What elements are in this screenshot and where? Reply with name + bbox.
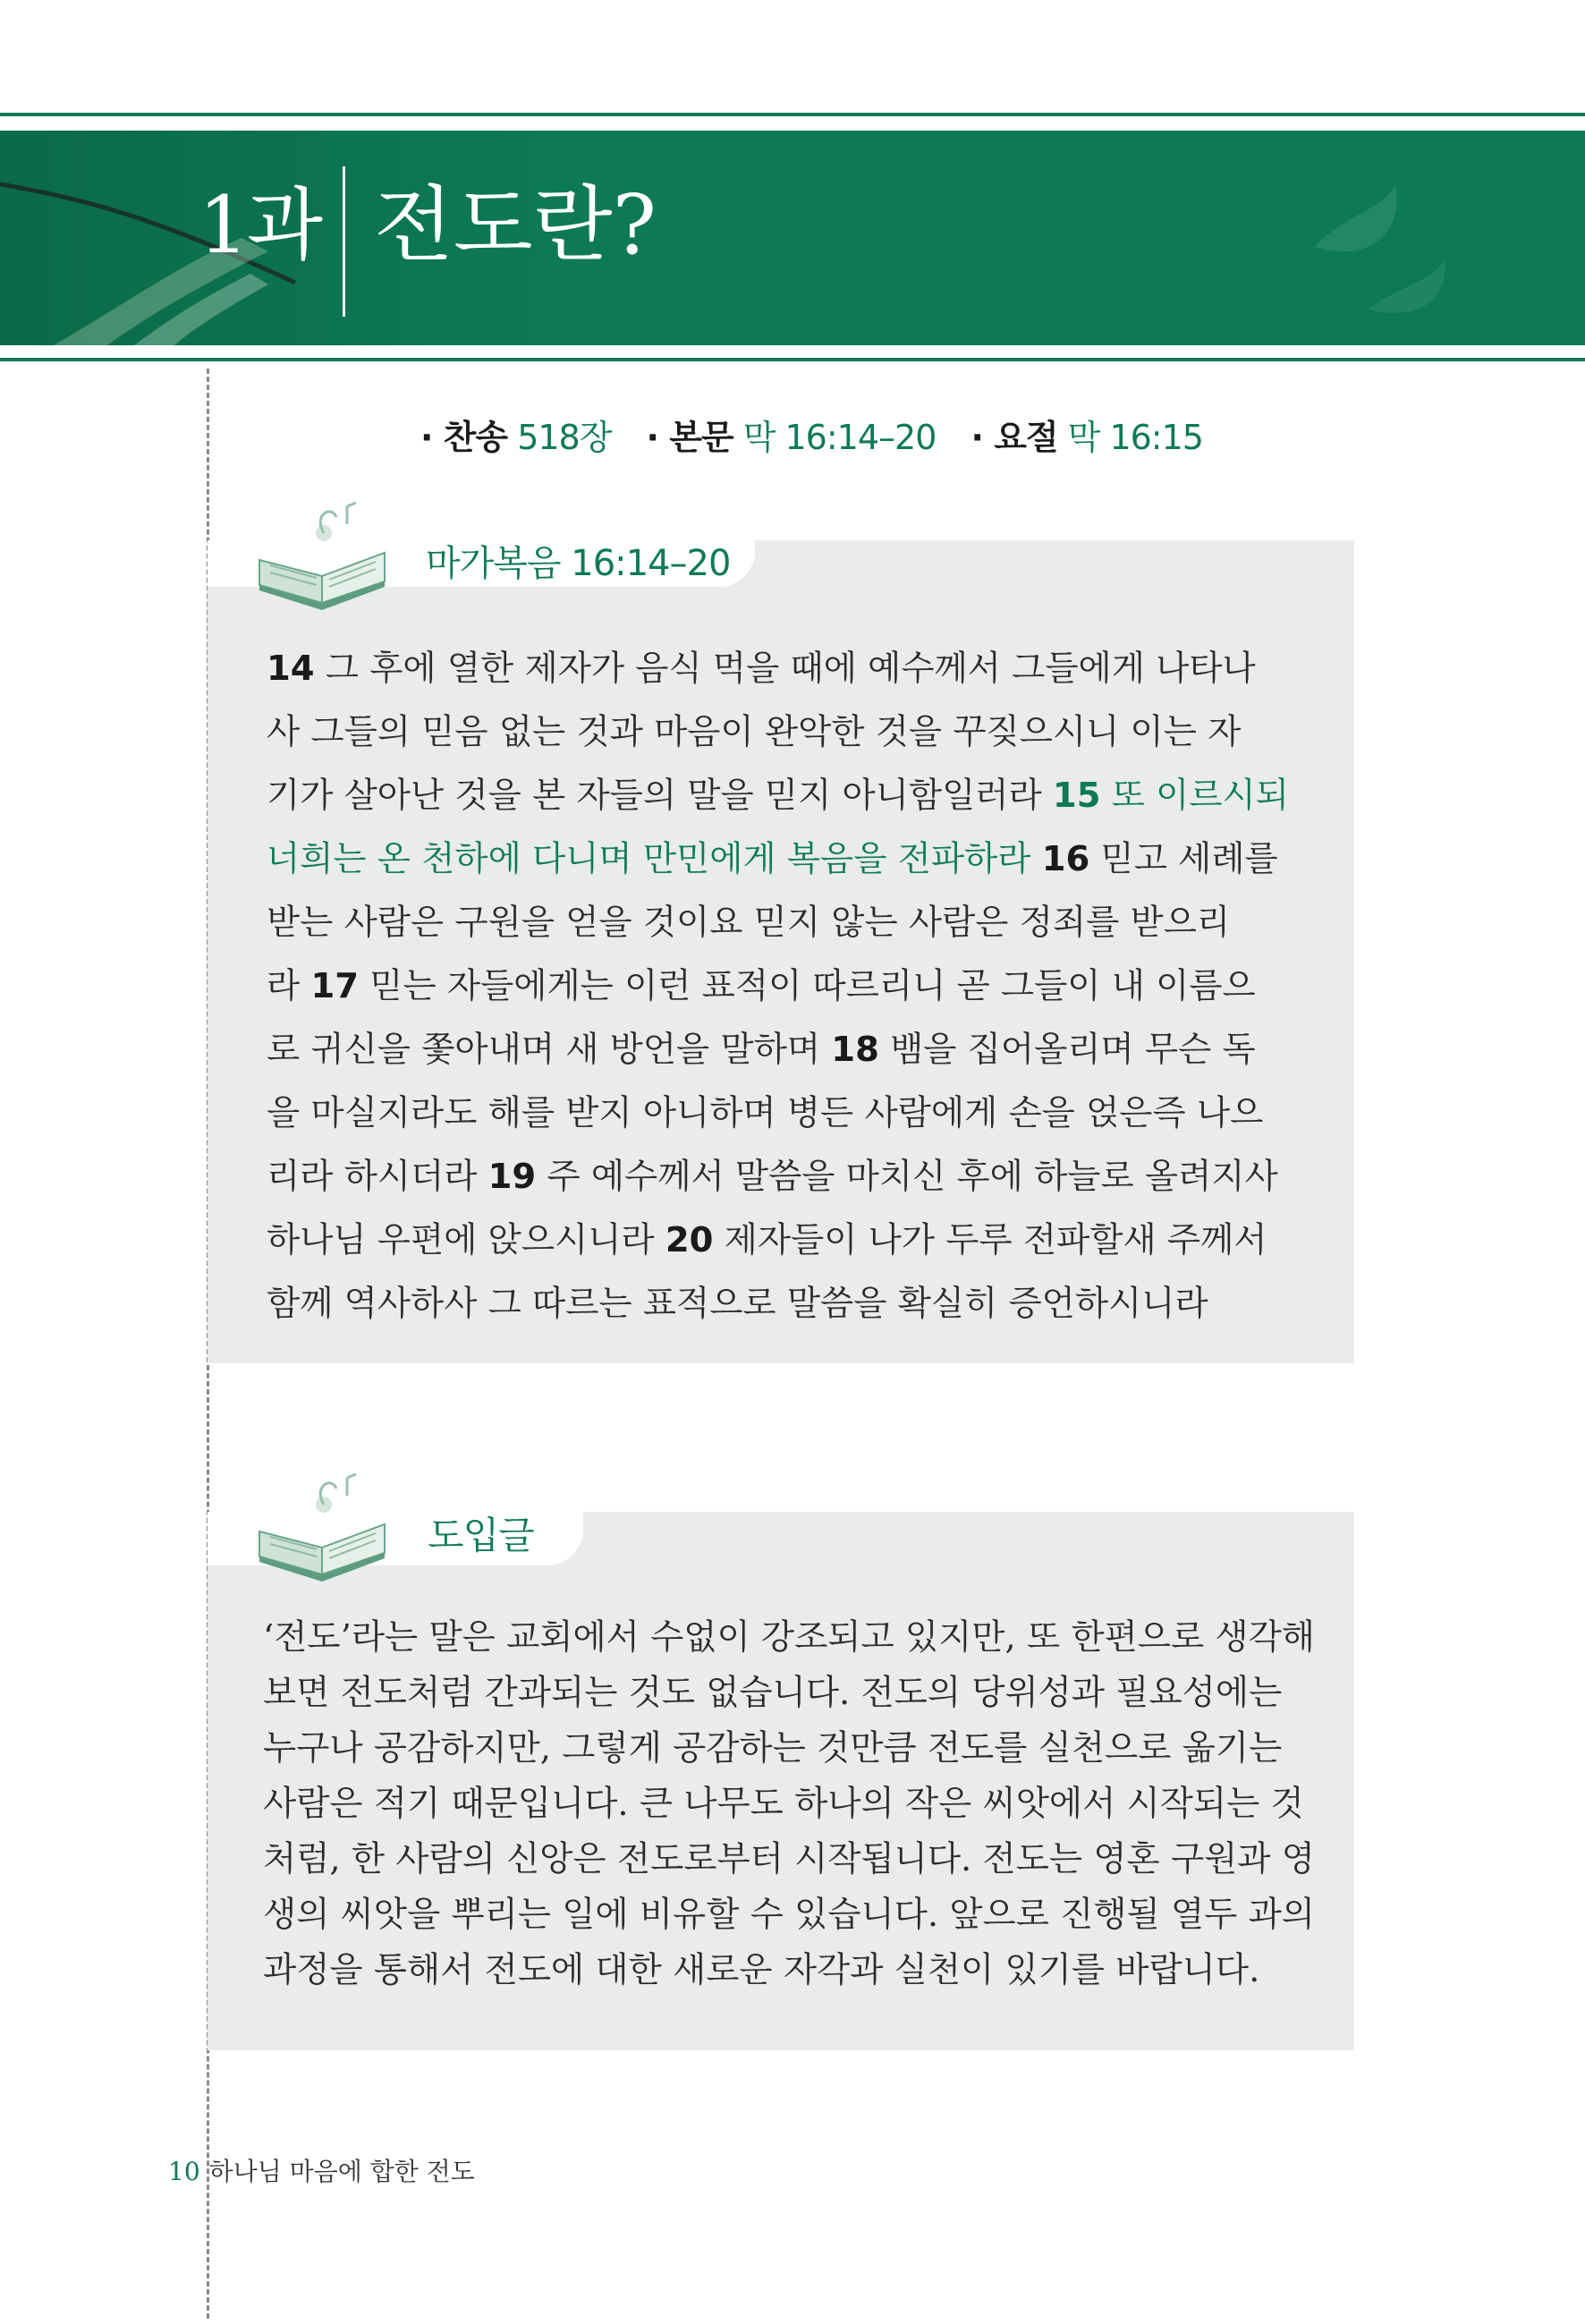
verse-text: 을 마실지라도 해를 받지 아니하며 병든 사람에게 손을 얹은즉 나으 <box>267 1093 1264 1133</box>
verse-text: 그 후에 열한 제자가 음식 먹을 때에 예수께서 그들에게 나타나 <box>314 649 1256 689</box>
verse-text: 하나님 우편에 앉으시니라 <box>267 1220 665 1260</box>
verse-number: 20 <box>665 1220 714 1260</box>
lesson-number: 1과 <box>199 179 321 271</box>
scripture-title: 마가복음 16:14–20 <box>426 543 731 584</box>
verse-text <box>1030 839 1041 879</box>
scripture-line <box>267 1145 1322 1209</box>
text-label: · 본문 <box>646 418 733 457</box>
verse-text: 뱀을 집어올리며 무슨 독 <box>878 1030 1256 1070</box>
verse-number: 15 <box>1052 776 1101 816</box>
lesson-meta <box>420 410 1203 459</box>
open-book-icon <box>250 1469 403 1589</box>
key-verse-text: 또 이르시되 <box>1100 776 1289 816</box>
verse-text: 리라 하시더라 <box>267 1157 488 1197</box>
verse-text: 로 귀신을 쫓아내며 새 방언을 말하며 <box>267 1030 832 1070</box>
verse-text: 기가 살아난 것을 본 자들의 말을 믿지 아니함일러라 <box>267 776 1053 816</box>
scripture-line <box>267 891 1322 954</box>
header-bottom-rule <box>0 358 1585 361</box>
open-book-icon <box>250 497 403 617</box>
scripture-line <box>267 954 1322 1018</box>
verse-number: 19 <box>487 1157 537 1197</box>
verse-text: 사 그들의 믿음 없는 것과 마음이 완악한 것을 꾸짖으시니 이는 자 <box>267 712 1242 752</box>
verse-number: 18 <box>831 1030 879 1070</box>
verse-text: 제자들이 나가 두루 전파할새 주께서 <box>713 1220 1267 1260</box>
scripture-line <box>267 700 1322 764</box>
text-value: 막 16:14–20 <box>742 418 937 457</box>
scripture-line <box>267 1272 1322 1336</box>
lesson-title: 전도란? <box>374 177 657 273</box>
key-verse-text: 너희는 온 천하에 다니며 만민에게 복음을 전파하라 <box>267 839 1031 879</box>
page-footer <box>168 2152 475 2188</box>
verse-number: 16 <box>1041 839 1090 879</box>
key-verse-value: 막 16:15 <box>1067 418 1203 457</box>
key-verse-label: · 요절 <box>970 418 1058 457</box>
scripture-line <box>267 827 1322 891</box>
hymn-label: · 찬송 <box>420 418 508 457</box>
verse-text: 받는 사람은 구원을 얻을 것이요 믿지 않는 사람은 정죄를 받으리 <box>267 903 1231 943</box>
scripture-line <box>267 637 1322 700</box>
verse-text: 믿고 세례를 <box>1089 839 1278 879</box>
verse-text: 함께 역사하사 그 따르는 표적으로 말씀을 확실히 증언하시니라 <box>267 1284 1208 1324</box>
lesson-banner <box>0 131 1585 345</box>
hymn-value: 518장 <box>517 418 612 457</box>
header-top-rule <box>0 113 1585 116</box>
verse-number: 14 <box>267 649 315 689</box>
verse-text: 주 예수께서 말씀을 마치신 후에 하늘로 올려지사 <box>536 1157 1278 1197</box>
book-title: 하나님 마음에 합한 전도 <box>208 2157 475 2186</box>
banner-divider <box>343 166 345 317</box>
page-number: 10 <box>168 2157 200 2186</box>
verse-text: 라 <box>267 966 311 1006</box>
verse-text: 믿는 자들에게는 이런 표적이 따르리니 곧 그들이 내 이름으 <box>359 966 1256 1006</box>
scripture-line <box>267 1018 1322 1081</box>
scripture-line <box>267 764 1322 827</box>
intro-text: ‘전도’라는 말은 교회에서 수없이 강조되고 있지만, 또 한편으로 생각해 보면 전도처럼 간과되는 것도 없습니다. 전도의 당위성과 필요성에는 누구나 공감하지만, 그렇게 공감하는 것만큼 전도를 실천으로 옮기는 사람은 적기 때문입니다. 큰 나무도 하나의 작은 씨앗에서 시작되는 것 처럼, 한 사람의 신앙은 전도로부터 시작됩니다. 전도는 영혼 구원과 영 생의 씨앗을 뿌리는 일에 비유할 수 있습니다. 앞으로 진행될 열두 과의 과정을 통해서 전도에 대한 새로운 자각과 실천이 있기를 바랍니다. <box>263 1617 1315 1990</box>
scripture-line <box>267 1081 1322 1145</box>
scripture-line <box>267 1209 1322 1272</box>
verse-number: 17 <box>310 966 360 1006</box>
intro-title: 도입글 <box>428 1514 534 1557</box>
scripture-text <box>267 637 1322 1336</box>
